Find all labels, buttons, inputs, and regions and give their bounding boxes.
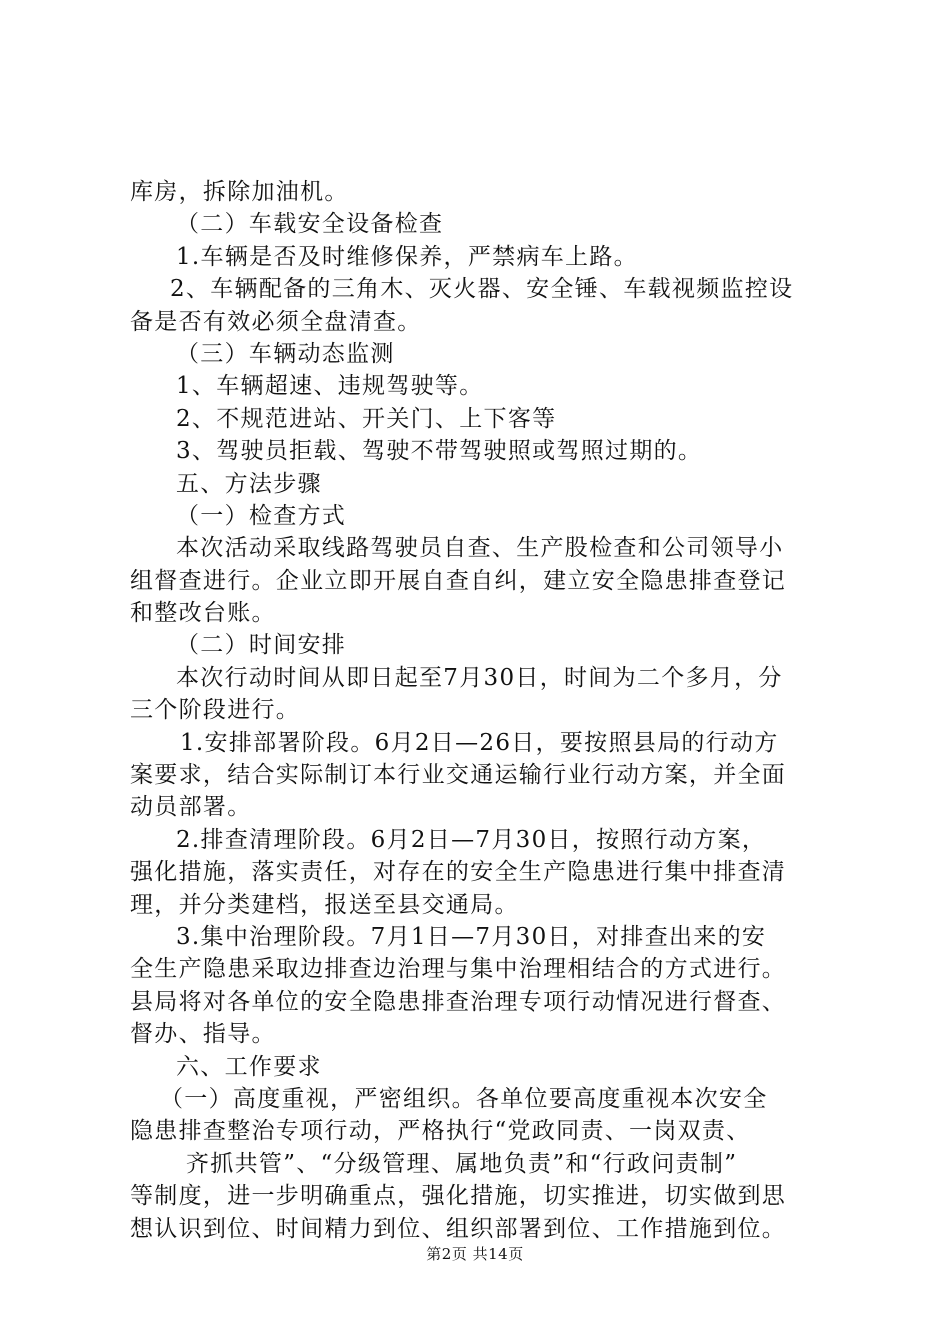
text-line: 三个阶段进行。 <box>130 697 301 724</box>
text-line: 和整改台账。 <box>130 600 276 627</box>
text-line: 本次行动时间从即日起至7月30日，时间为二个多月，分 <box>176 664 783 691</box>
text-line: 备是否有效必须全盘清查。 <box>130 308 422 335</box>
text-line: 2、不规范进站、开关门、上下客等 <box>176 405 557 432</box>
document-body <box>130 176 830 1245</box>
page-number-footer: 第2页 共14页 <box>426 1245 524 1263</box>
text-line: 1、车辆超速、违规驾驶等。 <box>176 373 484 400</box>
text-line: 督办、指导。 <box>130 1021 276 1048</box>
text-line: （一）高度重视，严密组织。各单位要高度重视本次安全 <box>160 1085 768 1112</box>
text-line: 1.车辆是否及时维修保养，严禁病车上路。 <box>176 243 638 270</box>
section-heading: （二）时间安排 <box>176 632 347 659</box>
text-line: 县局将对各单位的安全隐患排查治理专项行动情况进行督查、 <box>130 988 787 1015</box>
text-line: 2.排查清理阶段。6月2日—7月30日，按照行动方案， <box>176 826 767 853</box>
section-heading: （一）检查方式 <box>176 502 347 529</box>
text-line: 1.安排部署阶段。6月2日—26日，要按照县局的行动方 <box>180 729 779 756</box>
text-line: 本次活动采取线路驾驶员自查、生产股检查和公司领导小 <box>176 535 784 562</box>
text-line: 隐患排查整治专项行动，严格执行“党政同责、一岗双责、 <box>130 1118 751 1145</box>
text-line: 2、车辆配备的三角木、灭火器、安全锤、车载视频监控设 <box>170 276 794 303</box>
section-heading: （三）车辆动态监测 <box>176 340 395 367</box>
text-line: 库房，拆除加油机。 <box>130 179 349 205</box>
text-line: 想认识到位、时间精力到位、组织部署到位、工作措施到位。 <box>130 1215 787 1242</box>
chapter-heading: 六、工作要求 <box>176 1053 322 1080</box>
text-line: 动员部署。 <box>130 794 252 821</box>
text-line: 理，并分类建档，报送至县交通局。 <box>130 891 519 918</box>
chapter-heading: 五、方法步骤 <box>176 470 322 497</box>
text-line: 齐抓共管”、“分级管理、属地负责”和“行政问责制” <box>186 1150 738 1177</box>
text-line: 全生产隐患采取边排查边治理与集中治理相结合的方式进行。 <box>130 956 787 983</box>
text-line: 3.集中治理阶段。7月1日—7月30日，对排查出来的安 <box>176 923 767 950</box>
text-line: 组督查进行。企业立即开展自查自纠，建立安全隐患排查登记 <box>130 567 787 594</box>
section-heading: （二）车载安全设备检查 <box>176 211 444 238</box>
text-line: 等制度，进一步明确重点，强化措施，切实推进，切实做到思 <box>130 1183 787 1210</box>
text-line: 3、驾驶员拒载、驾驶不带驾驶照或驾照过期的。 <box>176 438 703 465</box>
text-line: 强化措施，落实责任，对存在的安全生产隐患进行集中排查清 <box>130 859 787 886</box>
text-line: 案要求，结合实际制订本行业交通运输行业行动方案，并全面 <box>130 762 787 789</box>
